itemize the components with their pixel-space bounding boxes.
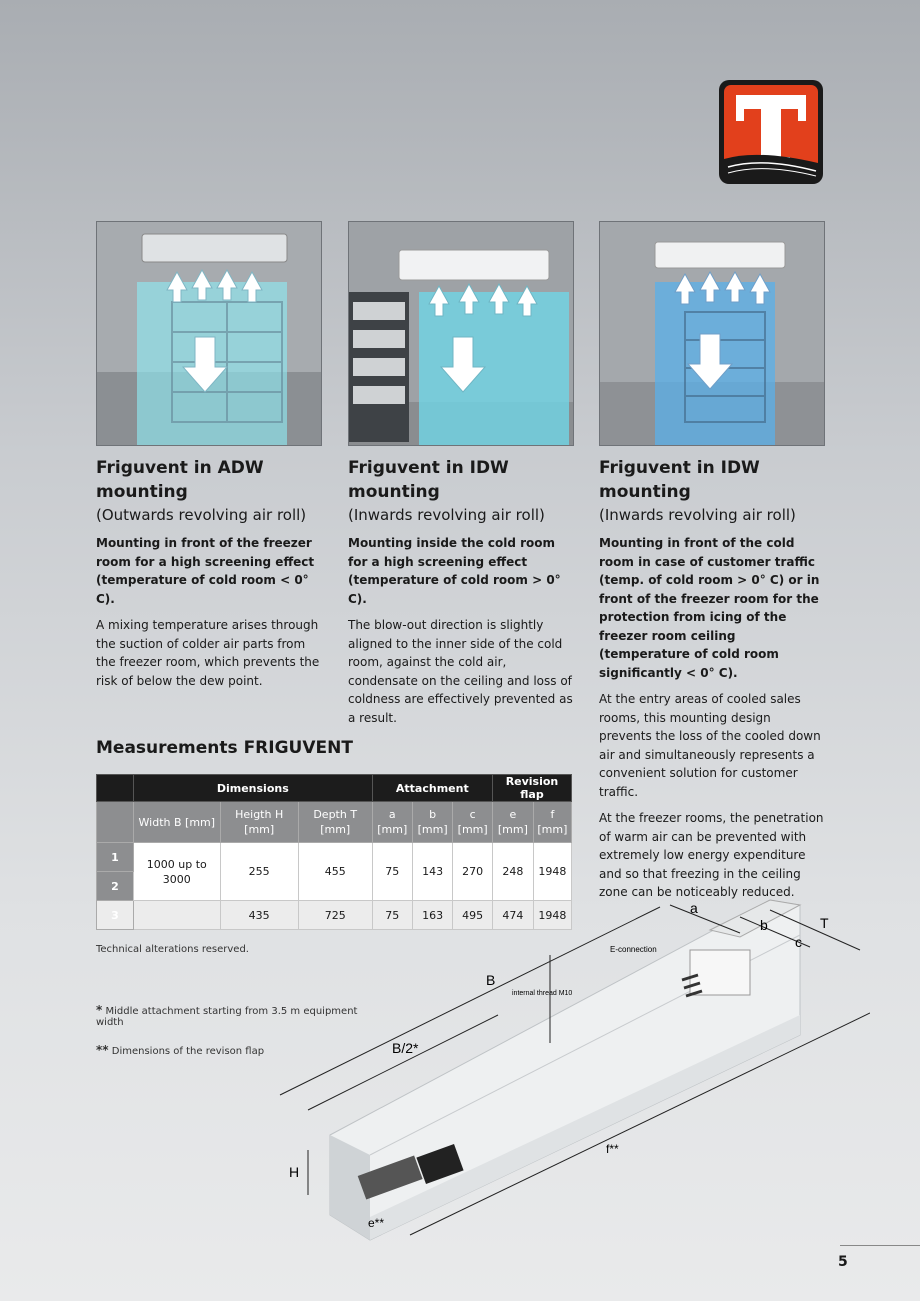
- group-header: Attachment: [372, 775, 492, 802]
- footnote-revision-flap: [96, 1043, 264, 1057]
- row-number: 3: [97, 901, 134, 930]
- column-body: At the freezer rooms, the penetration of warm air can be prevented with extremely low energy expenditure and so that freezing in the ceiling zone can be noticeably reduced.: [599, 811, 824, 899]
- table-cell: 1948: [533, 843, 571, 901]
- table-corner: [97, 775, 134, 802]
- column-subtitle: (Inwards revolving air roll): [348, 506, 545, 524]
- label-e: e**: [368, 1216, 385, 1230]
- group-header: Revision flap: [492, 775, 571, 802]
- column-adw: [96, 456, 324, 698]
- label-internal-thread: internal thread M10: [512, 990, 573, 997]
- column-header: Width B [mm]: [134, 802, 221, 843]
- column-idw-inside: [348, 456, 576, 735]
- column-lead: Mounting inside the cold room for a high screening effect (temperature of cold room > 0° C).: [348, 536, 561, 606]
- photo-idw-mounting-inside: [348, 221, 574, 446]
- column-idw-front: [599, 456, 827, 910]
- table-cell: 75: [372, 901, 412, 930]
- column-body: The blow-out direction is slightly aligned to the inner side of the cold room, against the cold air, condensate on the ceiling and loss of coldness are effectively prevented as a result.: [348, 618, 573, 725]
- table-cell: 1948: [533, 901, 571, 930]
- table-cell: 163: [412, 901, 452, 930]
- column-title: Friguvent in ADW mounting: [96, 458, 264, 502]
- column-header: a [mm]: [372, 802, 412, 843]
- dimension-diagram: [270, 895, 870, 1245]
- table-cell: [134, 901, 221, 930]
- footnote-text: Middle attachment starting from 3.5 m equipment width: [96, 1006, 358, 1028]
- table-corner: [97, 802, 134, 843]
- technical-note: Technical alterations reserved.: [96, 944, 249, 955]
- label-c: c: [795, 934, 802, 950]
- footnote-mark: *: [96, 1003, 103, 1017]
- label-f: f**: [606, 1142, 619, 1156]
- column-header: b [mm]: [412, 802, 452, 843]
- column-subtitle: (Inwards revolving air roll): [599, 506, 796, 524]
- table-cell: 75: [372, 843, 412, 901]
- column-lead: Mounting in front of the cold room in case of customer traffic (temp. of cold room > 0° C) or in front of the freezer room for the protection from icing of the freezer room ceiling (temperature of cold room significantly < 0° C).: [599, 536, 820, 680]
- column-lead: Mounting in front of the freezer room for a high screening effect (temperature of cold room < 0° C).: [96, 536, 315, 606]
- column-header: f [mm]: [533, 802, 571, 843]
- page-number: 5: [838, 1254, 848, 1270]
- column-header: Depth T [mm]: [298, 802, 372, 843]
- column-header: e [mm]: [492, 802, 533, 843]
- page-rule: [840, 1245, 920, 1246]
- label-e-connection: E-connection: [610, 945, 657, 954]
- table-cell: 435: [220, 901, 298, 930]
- footnote-mark: **: [96, 1043, 109, 1057]
- table-cell: 270: [453, 843, 493, 901]
- table-cell: 725: [298, 901, 372, 930]
- row-number: 1: [97, 843, 134, 872]
- brand-logo: [718, 79, 824, 185]
- table-cell: 143: [412, 843, 452, 901]
- column-body: At the entry areas of cooled sales rooms, this mounting design prevents the loss of the cooled down air and simultaneously represents a convenient solution for customer traffic.: [599, 692, 821, 799]
- label-a: a: [690, 900, 698, 916]
- label-T: T: [820, 915, 829, 931]
- column-title: Friguvent in IDW mounting: [599, 458, 760, 502]
- table-cell: 495: [453, 901, 493, 930]
- column-body: A mixing temperature arises through the suction of colder air parts from the freezer room, which prevents the risk of below the dew point.: [96, 618, 320, 688]
- column-header: Heigth H [mm]: [220, 802, 298, 843]
- measurements-title: Measurements FRIGUVENT: [96, 738, 353, 758]
- column-header: c [mm]: [453, 802, 493, 843]
- group-header: Dimensions: [134, 775, 373, 802]
- width-cell: 1000 up to 3000: [134, 843, 221, 901]
- table-cell: 255: [220, 843, 298, 901]
- table-cell: 474: [492, 901, 533, 930]
- column-subtitle: (Outwards revolving air roll): [96, 506, 307, 524]
- label-B-half: B/2*: [392, 1040, 419, 1056]
- label-H: H: [289, 1164, 300, 1180]
- column-title: Friguvent in IDW mounting: [348, 458, 509, 502]
- photo-idw-mounting-front: [599, 221, 825, 446]
- footnote-text: Dimensions of the revison flap: [111, 1046, 265, 1057]
- row-number: 2: [97, 872, 134, 901]
- table-cell: 455: [298, 843, 372, 901]
- table-cell: 248: [492, 843, 533, 901]
- label-b: b: [760, 917, 768, 933]
- label-B: B: [486, 972, 496, 988]
- photo-adw-mounting: [96, 221, 322, 446]
